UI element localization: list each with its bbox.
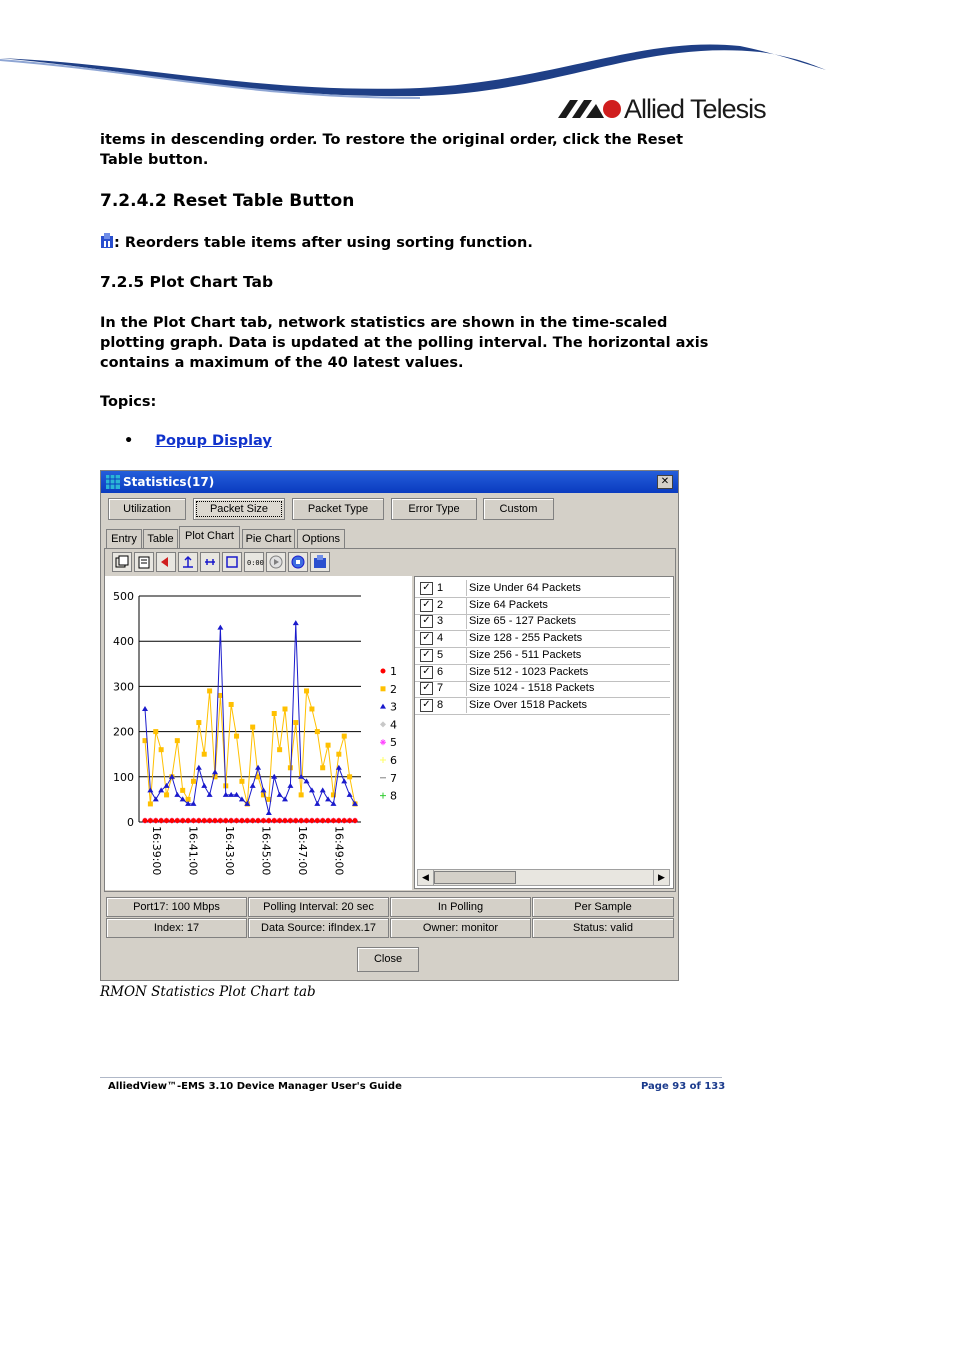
packet-type-button[interactable]: Packet Type xyxy=(292,498,384,520)
series-1-point xyxy=(239,818,244,823)
series-3-point xyxy=(309,787,315,792)
status-data-source: Data Source: ifIndex.17 xyxy=(248,918,389,938)
series-1-point xyxy=(283,818,288,823)
custom-button[interactable]: Custom xyxy=(483,498,554,520)
scroll-left-icon[interactable]: ◀ xyxy=(418,870,434,885)
series-checkbox[interactable]: ✓ xyxy=(420,599,433,612)
tab-plot-chart[interactable]: Plot Chart xyxy=(179,526,240,548)
series-1-point xyxy=(256,818,261,823)
status-polling-interval: Polling Interval: 20 sec xyxy=(248,897,389,917)
series-3-point xyxy=(314,801,320,806)
x-tick-label: 16:45:00 xyxy=(259,826,273,876)
series-1-point xyxy=(326,818,331,823)
series-2-point xyxy=(180,788,185,793)
line-chart xyxy=(105,576,412,890)
error-type-button[interactable]: Error Type xyxy=(391,498,477,520)
series-3-point xyxy=(320,787,326,792)
series-3-point xyxy=(190,801,196,806)
legend-marker xyxy=(381,686,386,691)
series-2-point xyxy=(320,765,325,770)
legend-label: 6 xyxy=(390,754,397,767)
legend-label: 4 xyxy=(390,718,397,732)
series-3-point xyxy=(147,787,153,792)
series-3-point xyxy=(250,783,256,788)
series-1-point xyxy=(245,818,250,823)
legend-label: 3 xyxy=(390,700,397,714)
series-1-point xyxy=(164,818,169,823)
series-1-point xyxy=(218,818,223,823)
series-1-point xyxy=(223,818,228,823)
move-left-icon[interactable] xyxy=(156,552,176,572)
series-3-point xyxy=(142,706,148,711)
section-heading-plot-chart: 7.2.5 Plot Chart Tab xyxy=(100,273,274,291)
series-2-point xyxy=(315,729,320,734)
legend-marker xyxy=(381,669,386,674)
series-2-point xyxy=(347,774,352,779)
series-3-point xyxy=(164,783,170,788)
y-tick-label: 300 xyxy=(113,680,134,694)
series-1-point xyxy=(342,818,347,823)
series-3-point xyxy=(271,774,277,779)
tab-entry[interactable]: Entry xyxy=(106,529,142,548)
series-3-point xyxy=(266,810,272,815)
series-number: 7 xyxy=(437,682,444,695)
status-index: Index: 17 xyxy=(106,918,247,938)
zoom-y-icon[interactable] xyxy=(178,552,198,572)
series-name: Size 64 Packets xyxy=(466,597,548,613)
series-1-point xyxy=(169,818,174,823)
legend-marker xyxy=(380,757,386,763)
series-1-point xyxy=(304,818,309,823)
series-2-point xyxy=(309,707,314,712)
series-name: Size 65 - 127 Packets xyxy=(466,613,576,629)
series-2-point xyxy=(277,747,282,752)
series-3-point xyxy=(217,625,223,630)
series-1-point xyxy=(347,818,352,823)
series-checkbox[interactable]: ✓ xyxy=(420,632,433,645)
series-1-point xyxy=(261,818,266,823)
series-number: 4 xyxy=(437,632,444,645)
logo-mark-icon xyxy=(556,98,622,120)
status-valid: Status: valid xyxy=(532,918,674,938)
series-2-point xyxy=(229,702,234,707)
status-in-polling: In Polling xyxy=(390,897,531,917)
series-1-point xyxy=(320,818,325,823)
series-checkbox[interactable]: ✓ xyxy=(420,615,433,628)
chart-toolbar xyxy=(112,552,330,574)
footer-divider xyxy=(100,1077,722,1078)
legend-marker xyxy=(380,739,386,745)
series-name: Size 1024 - 1518 Packets xyxy=(466,680,594,696)
series-2-point xyxy=(288,765,293,770)
series-1-point xyxy=(180,818,185,823)
series-2-point xyxy=(207,688,212,693)
fit-icon[interactable] xyxy=(222,552,242,572)
series-3-point xyxy=(277,792,283,797)
reset-table-icon xyxy=(100,233,114,249)
series-1-point xyxy=(315,818,320,823)
paste-icon[interactable] xyxy=(134,552,154,572)
reset-table-description xyxy=(100,233,720,253)
window-close-icon[interactable]: ✕ xyxy=(657,475,673,489)
series-3-point xyxy=(212,769,218,774)
series-1-point xyxy=(288,818,293,823)
series-1-point xyxy=(207,818,212,823)
series-1-point xyxy=(331,818,336,823)
copy-icon[interactable] xyxy=(112,552,132,572)
utilization-button[interactable]: Utilization xyxy=(108,498,186,520)
series-3-point xyxy=(174,792,180,797)
tab-pie-chart[interactable]: Pie Chart xyxy=(242,529,295,548)
series-checkbox[interactable]: ✓ xyxy=(420,666,433,679)
popup-display-link[interactable]: Popup Display xyxy=(155,433,272,449)
topics-label: Topics: xyxy=(100,394,157,410)
logo-text: Allied Telesis xyxy=(624,93,766,124)
series-name: Size Under 64 Packets xyxy=(466,580,581,596)
series-1-point xyxy=(309,818,314,823)
series-1-point xyxy=(202,818,207,823)
series-3-point xyxy=(196,765,202,770)
x-tick-label: 16:41:00 xyxy=(186,826,200,876)
series-list xyxy=(414,576,674,889)
series-2-point xyxy=(293,720,298,725)
reset-table-icon[interactable] xyxy=(310,552,330,572)
series-checkbox[interactable]: ✓ xyxy=(420,682,433,695)
series-number: 6 xyxy=(437,665,444,678)
legend-label: 1 xyxy=(390,665,397,678)
series-3-point xyxy=(325,796,331,801)
series-row[interactable] xyxy=(415,697,670,715)
series-1-point xyxy=(336,818,341,823)
series-name: Size 512 - 1023 Packets xyxy=(466,664,588,680)
footer-page-number: Page 93 of 133 xyxy=(641,1081,726,1092)
play-icon[interactable] xyxy=(266,552,286,572)
series-name: Size Over 1518 Packets xyxy=(466,697,587,713)
series-3-point xyxy=(201,783,207,788)
series-2-point xyxy=(234,734,239,739)
status-per-sample: Per Sample xyxy=(532,897,674,917)
close-button[interactable]: Close xyxy=(357,947,419,972)
series-2-point xyxy=(175,738,180,743)
series-1-point xyxy=(234,818,239,823)
series-3-point xyxy=(293,620,299,625)
series-3-point xyxy=(298,774,304,779)
series-row[interactable] xyxy=(415,613,670,631)
y-tick-label: 200 xyxy=(113,725,134,739)
x-tick-label: 16:47:00 xyxy=(296,826,309,876)
legend-marker xyxy=(380,793,386,799)
series-line-2 xyxy=(145,691,355,804)
svg-text:0:00: 0:00 xyxy=(247,559,264,567)
topics-list-item xyxy=(124,431,424,451)
series-2-point xyxy=(191,779,196,784)
y-tick-label: 500 xyxy=(113,590,134,603)
legend-marker xyxy=(380,704,386,709)
header-swoosh xyxy=(0,0,954,110)
series-3-point xyxy=(341,778,347,783)
series-3-point xyxy=(287,783,293,788)
series-1-point xyxy=(229,818,234,823)
series-1-point xyxy=(159,818,164,823)
series-2-point xyxy=(283,707,288,712)
series-2-point xyxy=(272,711,277,716)
x-tick-label: 16:39:00 xyxy=(150,826,163,876)
zoom-x-icon[interactable] xyxy=(200,552,220,572)
series-1-point xyxy=(153,818,158,823)
plot-chart-paragraph: In the Plot Chart tab, network statistics are shown in the time-scaled plotting graph. Data is updated at the polling interval. The horizontal axis contains a maximum of the 40 latest values. xyxy=(100,315,709,371)
figure-caption: RMON Statistics Plot Chart tab xyxy=(100,984,316,1000)
x-tick-label: 16:43:00 xyxy=(223,826,236,876)
scrollbar-thumb[interactable] xyxy=(434,871,516,884)
series-2-point xyxy=(239,779,244,784)
series-1-point xyxy=(353,818,358,823)
series-3-point xyxy=(153,796,159,801)
series-row[interactable] xyxy=(415,630,670,648)
status-port: Port17: 100 Mbps xyxy=(106,897,247,917)
series-1-point xyxy=(213,818,218,823)
series-1-point xyxy=(299,818,304,823)
series-3-point xyxy=(207,792,213,797)
reset-table-text: : Reorders table items after using sorting function. xyxy=(114,235,533,251)
footer-guide-title: AlliedView™-EMS 3.10 Device Manager User's Guide xyxy=(108,1081,402,1092)
y-tick-label: 0 xyxy=(127,816,134,829)
series-checkbox[interactable]: ✓ xyxy=(420,649,433,662)
series-1-point xyxy=(266,818,271,823)
series-number: 2 xyxy=(437,598,444,611)
series-2-point xyxy=(196,720,201,725)
scroll-right-icon[interactable]: ▶ xyxy=(653,870,669,885)
series-number: 3 xyxy=(437,615,444,628)
series-row[interactable] xyxy=(415,664,670,682)
series-name: Size 128 - 255 Packets xyxy=(466,630,582,646)
statistics-app-icon xyxy=(106,475,120,489)
series-2-point xyxy=(159,747,164,752)
series-2-point xyxy=(153,729,158,734)
window-title: Statistics(17) xyxy=(123,475,215,489)
series-number: 8 xyxy=(437,698,444,711)
stop-icon[interactable] xyxy=(288,552,308,572)
series-1-point xyxy=(196,818,201,823)
packet-size-button[interactable]: Packet Size xyxy=(193,498,285,520)
series-2-point xyxy=(304,688,309,693)
plot-chart-area xyxy=(105,576,412,890)
series-2-point xyxy=(202,752,207,757)
horizontal-scrollbar[interactable] xyxy=(417,869,670,886)
allied-telesis-logo xyxy=(556,94,766,124)
intro-paragraph: items in descending order. To restore the original order, click the Reset Table button. xyxy=(100,132,683,168)
series-line-3 xyxy=(145,623,355,813)
series-1-point xyxy=(186,818,191,823)
legend-label: 7 xyxy=(390,771,397,785)
legend-label: 5 xyxy=(390,736,397,750)
window-titlebar[interactable] xyxy=(101,471,678,493)
series-row[interactable] xyxy=(415,580,670,598)
series-1-point xyxy=(148,818,153,823)
series-1-point xyxy=(293,818,298,823)
legend-label: 2 xyxy=(390,682,397,696)
tab-table[interactable]: Table xyxy=(143,529,178,548)
series-2-point xyxy=(342,734,347,739)
section-heading-reset-table: 7.2.4.2 Reset Table Button xyxy=(100,191,355,211)
series-checkbox[interactable]: ✓ xyxy=(420,582,433,595)
series-checkbox[interactable]: ✓ xyxy=(420,699,433,712)
series-3-point xyxy=(347,792,353,797)
status-owner: Owner: monitor xyxy=(390,918,531,938)
series-1-point xyxy=(143,818,148,823)
series-row[interactable] xyxy=(415,597,670,615)
x-tick-label: 16:49:00 xyxy=(332,826,346,876)
legend-label: 8 xyxy=(390,789,397,803)
series-2-point xyxy=(164,792,169,797)
series-2-point xyxy=(326,743,331,748)
series-2-point xyxy=(299,792,304,797)
bullet: • xyxy=(124,433,134,449)
series-1-point xyxy=(191,818,196,823)
series-1-point xyxy=(272,818,277,823)
y-tick-label: 400 xyxy=(113,635,134,649)
tab-options[interactable]: Options xyxy=(297,529,345,548)
y-tick-label: 100 xyxy=(113,770,134,784)
series-name: Size 256 - 511 Packets xyxy=(466,647,581,663)
series-1-point xyxy=(175,818,180,823)
series-number: 5 xyxy=(437,648,444,661)
series-row[interactable] xyxy=(415,680,670,698)
series-row[interactable] xyxy=(415,647,670,665)
series-2-point xyxy=(250,725,255,730)
series-number: 1 xyxy=(437,582,444,594)
series-2-point xyxy=(148,801,153,806)
legend-marker xyxy=(380,721,386,727)
series-3-point xyxy=(255,765,261,770)
series-1-point xyxy=(277,818,282,823)
series-2-point xyxy=(336,752,341,757)
series-1-point xyxy=(250,818,255,823)
time-icon[interactable] xyxy=(244,552,264,572)
